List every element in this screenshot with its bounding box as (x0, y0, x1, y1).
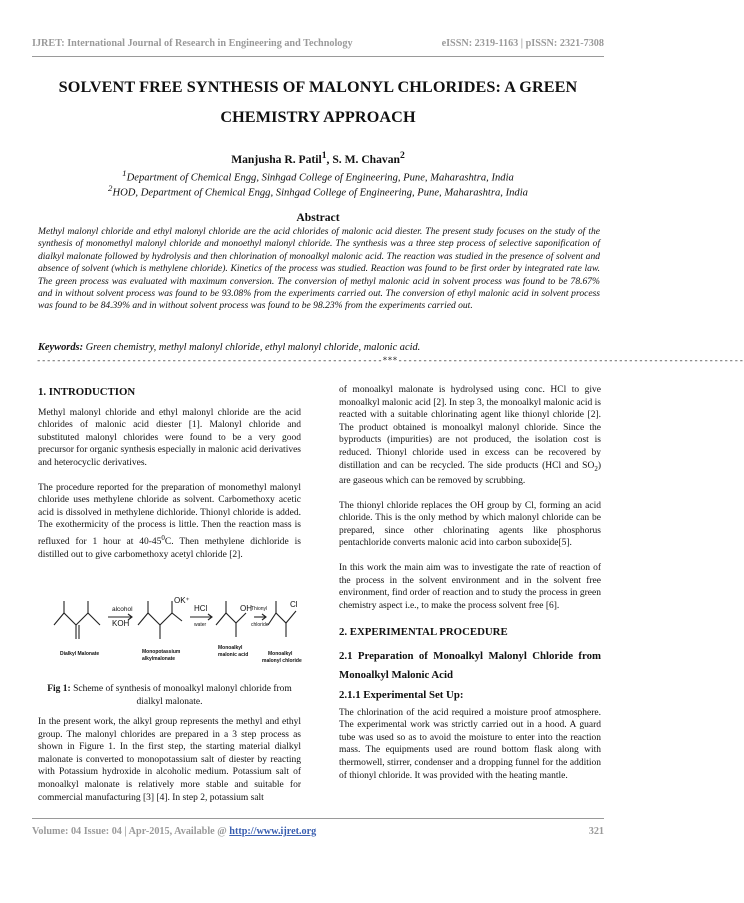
experimental-heading: 2. EXPERIMENTAL PROCEDURE (339, 626, 508, 639)
chloride-label: Cl (290, 600, 298, 609)
figure-caption (38, 683, 301, 709)
author-1-sup: 1 (321, 150, 327, 161)
keywords (38, 342, 600, 353)
author-2-sup: 2 (399, 150, 405, 161)
abstract-text: Methyl malonyl chloride and ethyl malonyl chloride are the acid chlorides of malonic acid diester. The present study focuses on the study of the synthesis of monomethyl malonyl chloride and monoethyl malonyl chloride. The synthesis was a three step process of selective saponification of dialkyl malonate followed by hydrolysis and then chlorination of monoalkyl malonic acid. The reaction was studied in the presence of solvent and absence of solvent (which is methylene chloride). Kinetics of the process was studied. Reaction was found to be first order by integrated rate law. The green process was evaluated with maximum conversion. The conversion of methyl malonic acid in solvent process was found to be 78.67% and in without solvent process was found to be 93.08% from the experiments carried out. The conversion of ethyl malonic acid in solvent process was found to be 84.39% and in without solvent process was found to be 98.23% from the experiments carried out. (38, 226, 600, 312)
degree-sup: 0 (161, 533, 165, 542)
label-malonic-acid: malonic acid (218, 652, 249, 658)
reagent-3-bottom: chloride (251, 622, 269, 628)
right-column (339, 384, 601, 782)
hydroxyl-label: OH (240, 604, 252, 613)
right-paragraph-2: The thionyl chloride replaces the OH group by Cl, forming an acid chloride. This is the only method by which malonyl chloride can be prepared, since other chlorinating agents like phosphorus pentachloride converts malonic acid into carbon suboxide[5]. (339, 500, 601, 549)
author-separator: , (326, 152, 333, 166)
molecule-1-chain (54, 613, 100, 625)
reagent-3-top: Thionyl (251, 606, 268, 612)
affiliation-1 (32, 168, 604, 184)
intro-paragraph-1: Methyl malonyl chloride and ethyl malonyl chloride are the acid chlorides of malonic acid diester [1]. Malonyl chloride and substituted malonyl chlorides were found to be a very good precursor for organic synthesis especially in malonic acid derivatives and heterocyclic derivatives. (38, 407, 301, 468)
right-p1-end: ) are gaseous which can be removed by scrubbing. (339, 460, 601, 487)
affiliation-2-text: HOD, Department of Chemical Engg, Sinhgad College of Engineering, Pune, Maharashtra, India (112, 187, 528, 199)
intro-p2-part-b: C. Then methylene dichloride is distilled out to give carbomethoxy acetyl chloride [2]. (38, 537, 301, 560)
intro-section (38, 386, 301, 561)
label-dialkyl-malonate: Dialkyl Malonate (60, 651, 100, 657)
issn: eISSN: 2319-1163 | pISSN: 2321-7308 (441, 38, 604, 49)
so2-subscript: 2 (594, 464, 598, 473)
page-number: 321 (588, 826, 604, 837)
intro-p2-part-a: The procedure reported for the preparation of monomethyl malonyl chloride uses methylene chloride as solvent. Carbomethoxy acetic acid is dissolved in methylene dichloride. Thionyl chloride is added. The exothermicity of the process is little. Then the reaction mass is refluxed for 1 hour at 40-45 (38, 482, 301, 548)
right-paragraph-3: In this work the main aim was to investigate the rate of reaction of the process in the solvent environment and in the solvent free environment, find order of reaction and to study the process in green chemistry aspect i.e., to make the process solvent free [6]. (339, 563, 601, 611)
label-alkylmalonate: alkylmalonate (142, 656, 176, 662)
subsection-2-1-1-heading: 2.1.1 Experimental Set Up: (339, 688, 464, 701)
reagent-1-top: alcohol (112, 606, 133, 613)
author-1: Manjusha R. Patil (231, 152, 322, 166)
intro-paragraph-2 (38, 482, 301, 562)
intro-heading: 1. INTRODUCTION (38, 386, 136, 398)
label-monoalkyl-2: Monoalkyl (268, 651, 293, 657)
footer-volume-text: Volume: 04 Issue: 04 | Apr-2015, Available @ (32, 826, 230, 837)
keywords-label: Keywords: (38, 342, 84, 353)
molecule-3-chain (216, 613, 246, 625)
header-divider (32, 56, 604, 57)
right-p1-text: of monoalkyl malonate is hydrolysed using conc. HCl to give monoalkyl malonic acid [2]. In step 3, the monoalkyl malonic acid is reacted with a suitable chlorinating agent like thionyl chloride [2]. The product obtained is monoalkyl malonyl chloride. Since the byproducts (impurities) are not produced, the isolation cost is reduced. Thionyl chloride used in excess can be recovered by distillation and can be recycled. The side products (HCl and SO (339, 385, 601, 471)
section-separator: ---------------------------------------------------------------------***--------------------------------------------------------------------- (36, 356, 744, 366)
subsection-2-1-heading: 2.1 Preparation of Monoalkyl Malonyl Chloride from Monoalkyl Malonic Acid (339, 649, 601, 681)
figure-caption-text: Scheme of synthesis of monoalkyl malonyl chloride from dialkyl malonate. (70, 684, 292, 707)
figure-caption-label: Fig 1: (47, 684, 71, 694)
author-list (32, 150, 604, 166)
affiliation-2-sup: 2 (108, 183, 113, 193)
footer-volume (32, 826, 316, 837)
potassium-salt-label: OK⁺ (174, 596, 190, 605)
title-line-2: CHEMISTRY APPROACH (220, 108, 416, 126)
running-header (32, 38, 604, 49)
reagent-2-bottom: water (194, 622, 207, 628)
label-monoalkyl-1: Monoalkyl (218, 645, 243, 651)
journal-name: IJRET: International Journal of Research in Engineering and Technology (32, 38, 353, 49)
footer-divider (32, 818, 604, 819)
right-paragraph-1 (339, 384, 601, 488)
journal-link[interactable]: http://www.ijret.org (229, 826, 317, 837)
keywords-text: Green chemistry, methyl malonyl chloride, ethyl malonyl chloride, malonic acid. (83, 342, 421, 353)
label-monopotassium: Monopotassium (142, 649, 181, 655)
synthesis-scheme-figure (50, 593, 300, 679)
affiliation-1-sup: 1 (122, 168, 127, 178)
author-2: S. M. Chavan (332, 152, 400, 166)
molecule-2-chain (138, 613, 182, 625)
title-line-1: SOLVENT FREE SYNTHESIS OF MALONYL CHLORIDES: A GREEN (58, 78, 578, 96)
abstract-heading: Abstract (296, 211, 340, 224)
running-footer (32, 826, 604, 837)
reagent-1-bottom: KOH (112, 619, 130, 628)
right-paragraph-4: The chlorination of the acid required a moisture proof atmosphere. The experimental work was strictly carried out in a hood. A guard tube was used so as to avoid the moisture to enter into the reaction mass. The equipments used are round bottom flask along with thermowell, stirrer, condenser and a dropping funnel for the addition of thionyl chloride. It was provided with the heating mantle. (339, 707, 601, 781)
affiliation-1-text: Department of Chemical Engg, Sinhgad College of Engineering, Pune, Maharashtra, India (126, 172, 514, 184)
molecule-4-chain (268, 611, 296, 625)
paper-title (32, 72, 604, 132)
intro-paragraph-3: In the present work, the alkyl group represents the methyl and ethyl group. The malonyl chlorides are prepared in a 3 step process as shown in Figure 1. In the first step, the starting material dialkyl malonate is converted to monopotassium salt of diester by reacting with Potassium hydroxide in alcoholic medium. Potassium salt of monoalkyl malonate is relatively more stable and suitable for commercial manufacturing [3] [4]. In step 2, potassium salt (38, 717, 301, 803)
reagent-2-top: HCl (194, 604, 208, 613)
affiliation-2 (32, 183, 604, 199)
label-malonyl-chloride: malonyl chloride (262, 658, 302, 664)
